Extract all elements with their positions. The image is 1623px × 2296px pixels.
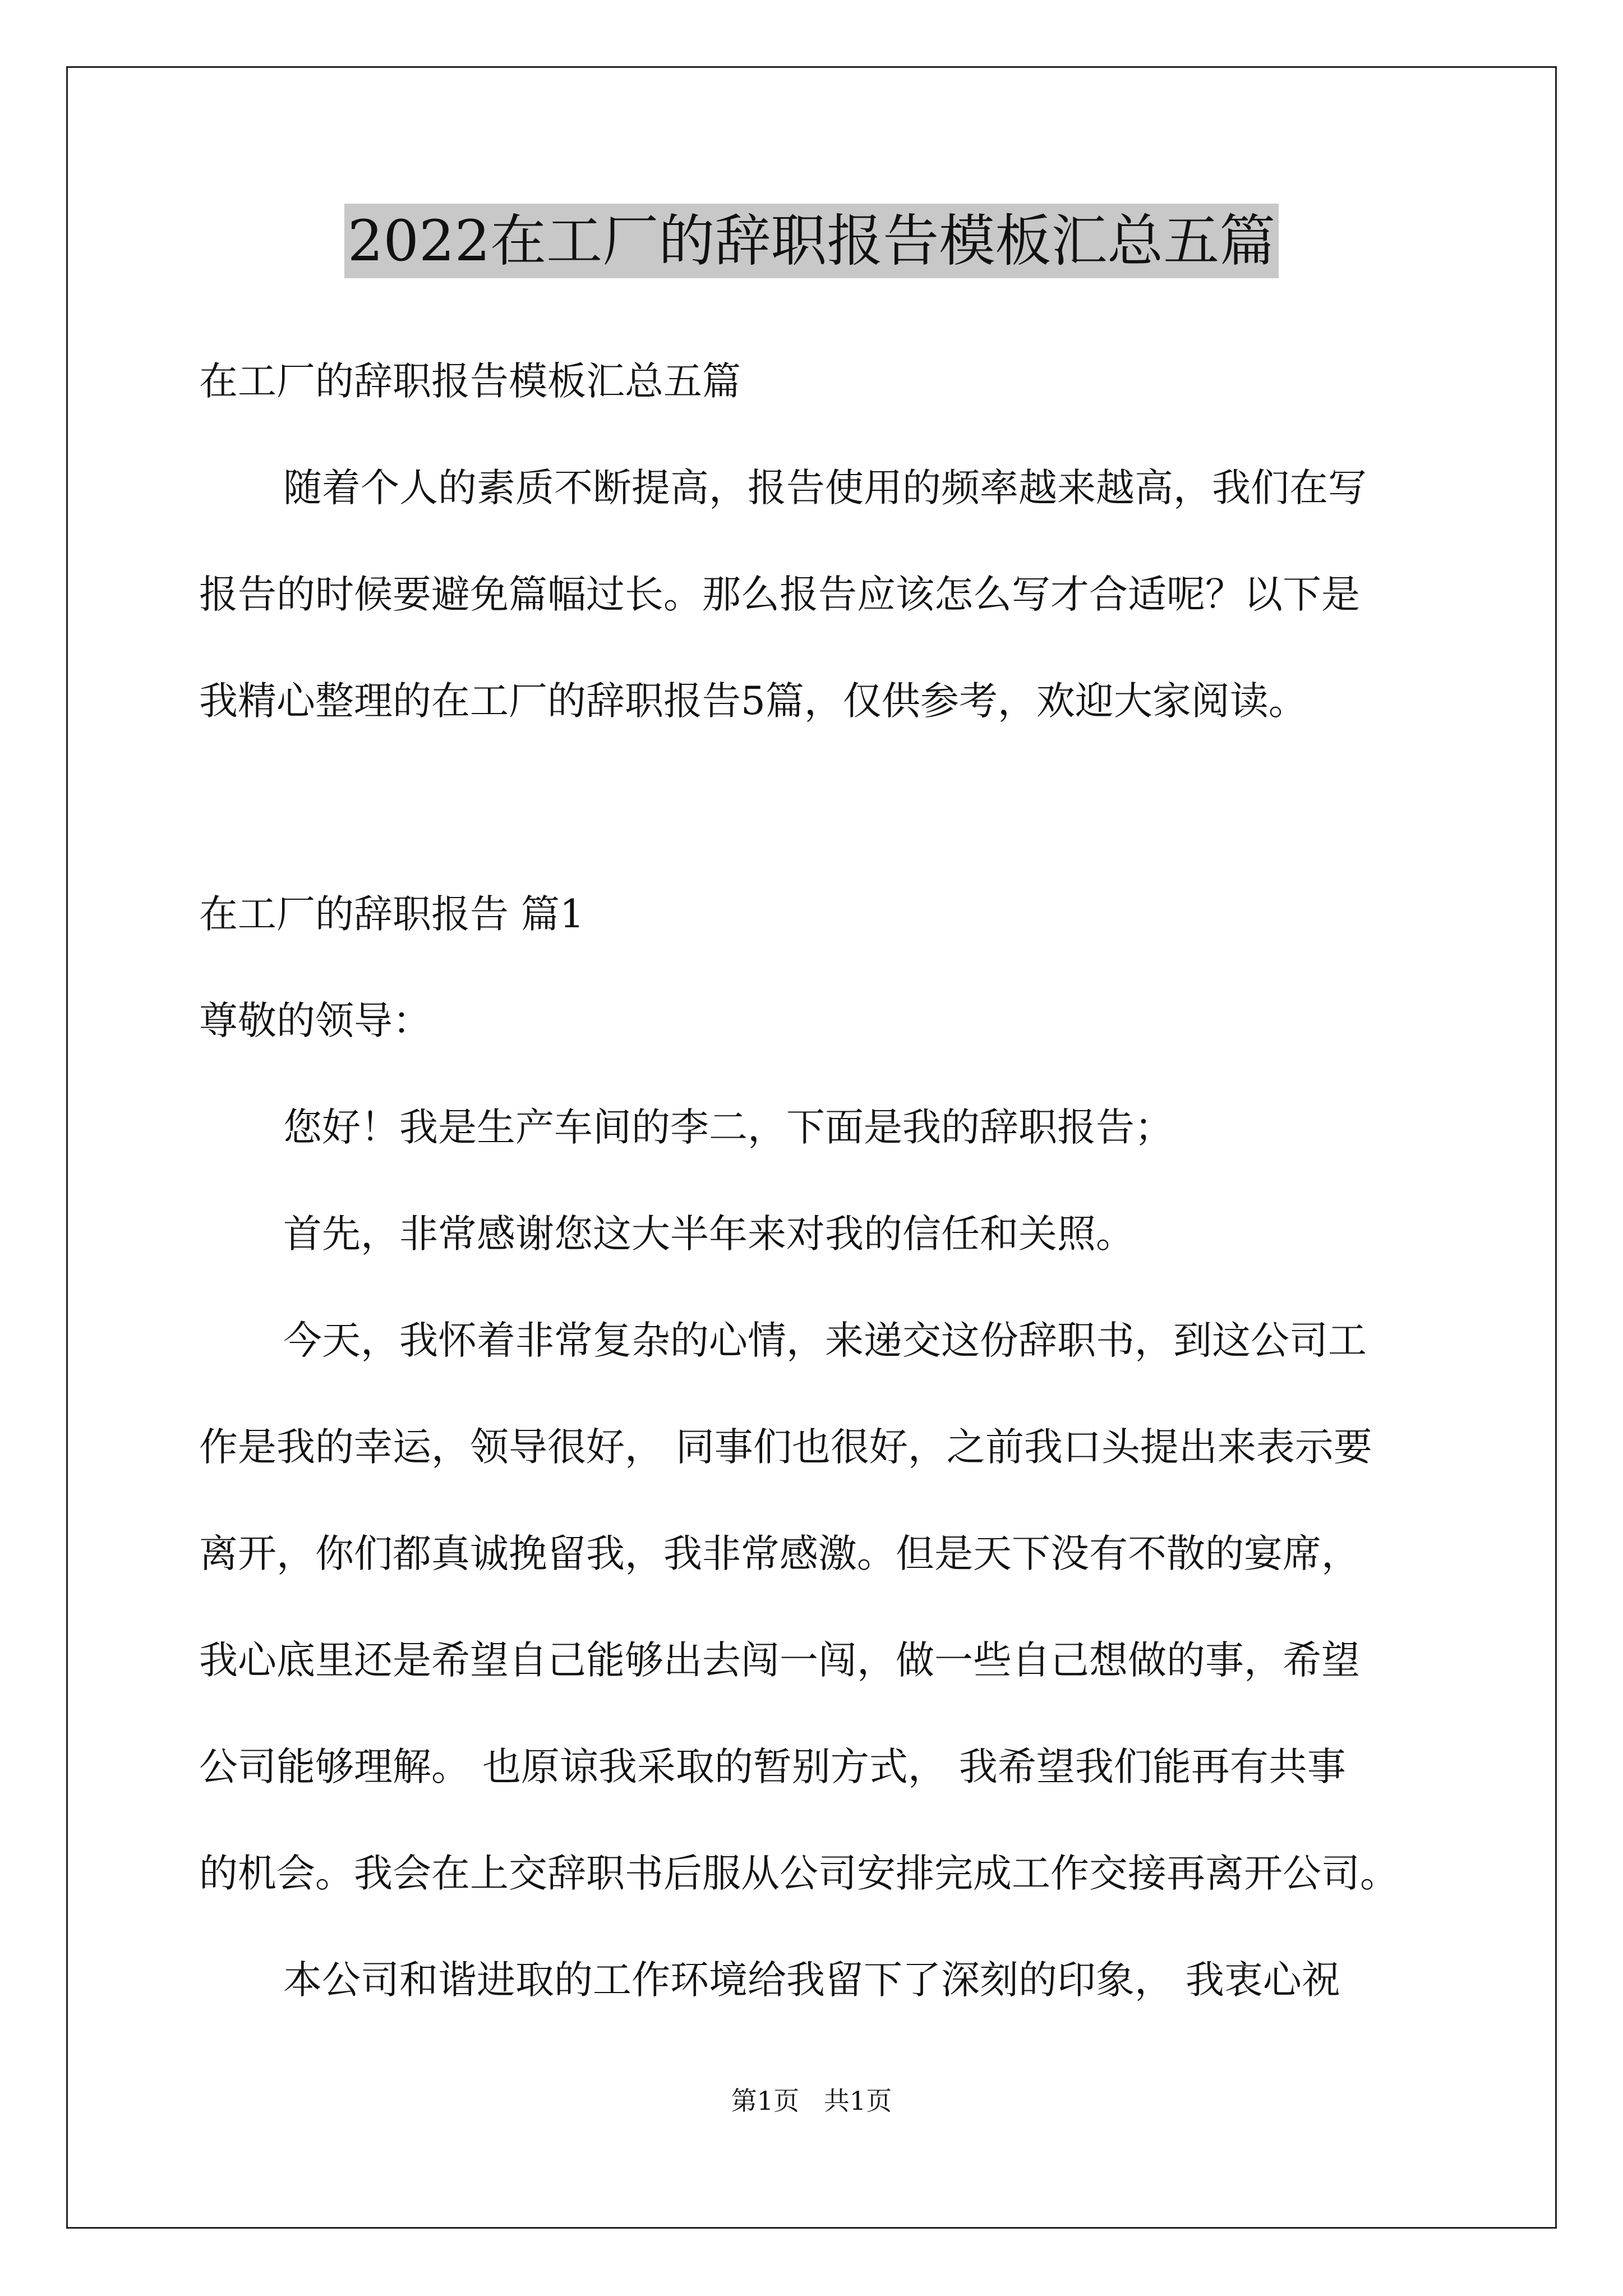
- document-title: [0, 199, 1623, 283]
- body-line-1: 您好！我是生产车间的李二，下面是我的辞职报告；: [283, 1105, 1173, 1150]
- intro-line-2: 报告的时候要避免篇幅过长。那么报告应该怎么写才合适呢？以下是: [199, 572, 1360, 617]
- body-line-7: 公司能够理解。 也原谅我采取的暂别方式， 我希望我们能再有共事: [199, 1745, 1346, 1789]
- salutation: 尊敬的领导：: [199, 999, 431, 1043]
- subtitle: 在工厂的辞职报告模板汇总五篇: [199, 359, 741, 404]
- body-line-2: 首先，非常感谢您这大半年来对我的信任和关照。: [283, 1212, 1135, 1257]
- body-line-5: 离开，你们都真诚挽留我，我非常感激。但是天下没有不散的宴席，: [199, 1531, 1360, 1576]
- body-line-8: 的机会。我会在上交辞职书后服从公司安排完成工作交接再离开公司。: [199, 1851, 1399, 1896]
- body-line-3: 今天，我怀着非常复杂的心情，来递交这份辞职书，到这公司工: [283, 1318, 1367, 1363]
- body-line-6: 我心底里还是希望自己能够出去闯一闯，做一些自己想做的事，希望: [199, 1638, 1360, 1683]
- intro-line-3: 我精心整理的在工厂的辞职报告5篇，仅供参考，欢迎大家阅读。: [199, 679, 1307, 724]
- intro-line-1: 随着个人的素质不断提高，报告使用的频率越来越高，我们在写: [283, 466, 1367, 510]
- body-line-4: 作是我的幸运，领导很好， 同事们也很好，之前我口头提出来表示要: [199, 1425, 1372, 1470]
- page-footer: 第1页 共1页: [731, 2086, 892, 2116]
- document-title-text: 2022在工厂的辞职报告模板汇总五篇: [344, 204, 1279, 278]
- section-heading: 在工厂的辞职报告 篇1: [199, 892, 584, 937]
- body-line-9: 本公司和谐进取的工作环境给我留下了深刻的印象， 我衷心祝: [283, 1958, 1340, 2003]
